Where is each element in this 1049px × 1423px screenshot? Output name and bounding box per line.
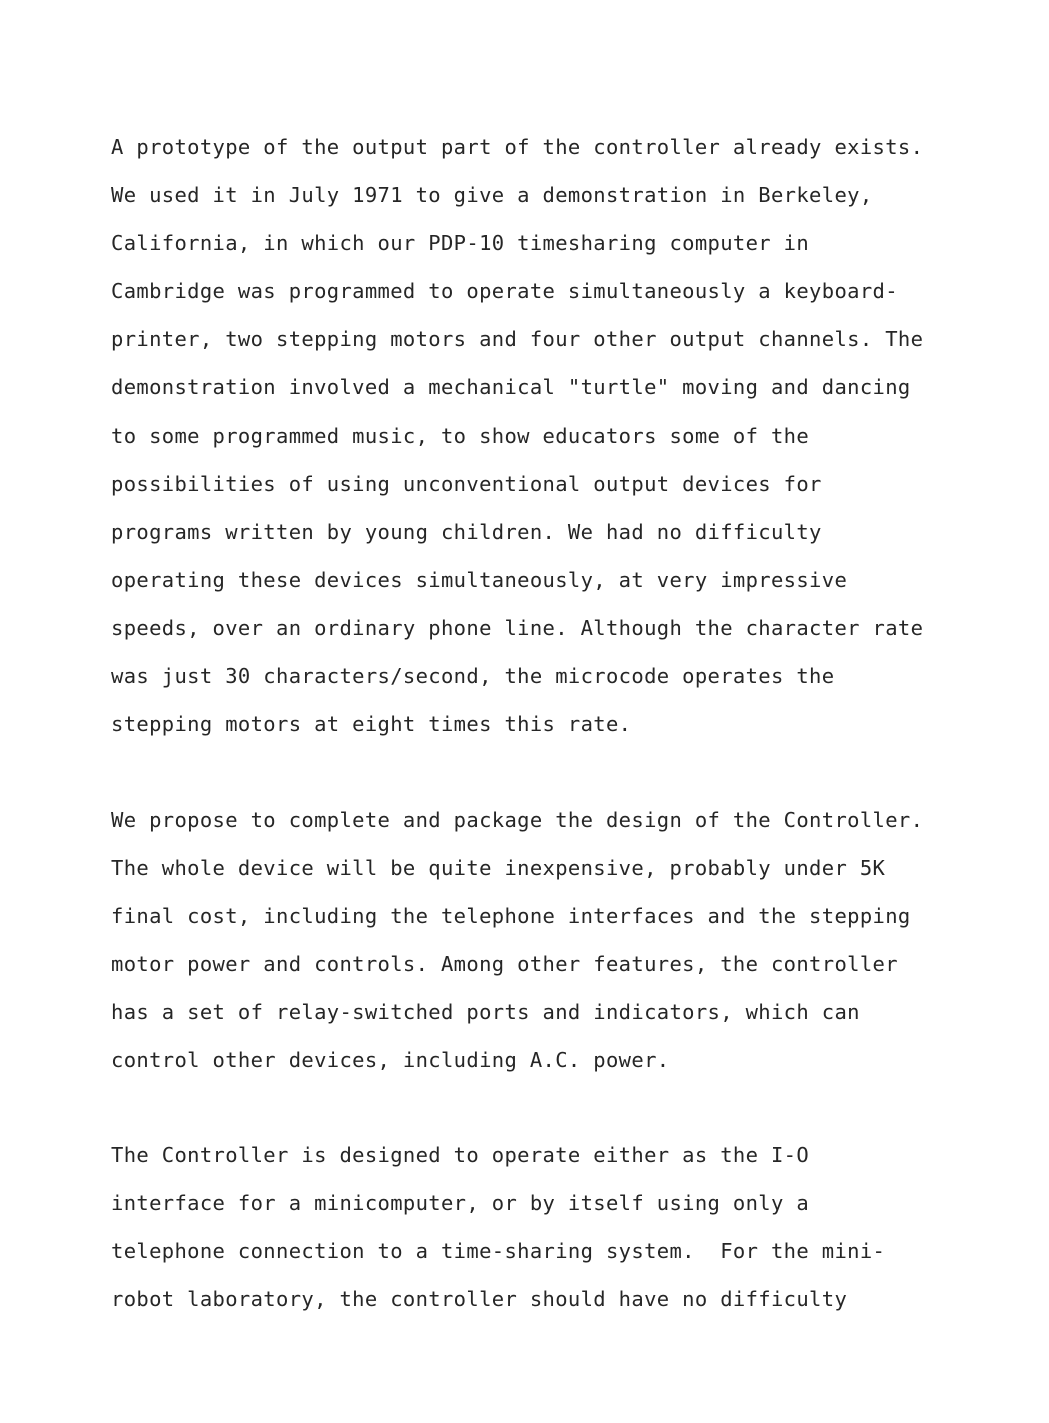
text-line: control other devices, including A.C. power. — [111, 1048, 670, 1073]
text-line: motor power and controls. Among other features, the controller — [111, 952, 898, 977]
text-line: speeds, over an ordinary phone line. Although the character rate — [111, 615, 924, 640]
text-line: telephone connection to a time-sharing system. For the mini- — [111, 1239, 886, 1264]
text-line: possibilities of using unconventional output devices for — [111, 471, 822, 496]
text-line: A prototype of the output part of the controller already exists. — [111, 135, 924, 159]
text-line: Cambridge was programmed to operate simultaneously a keyboard- — [111, 279, 898, 304]
text-line: robot laboratory, the controller should have no difficulty — [111, 1287, 848, 1312]
text-line: programs written by young children. We had no difficulty — [111, 519, 822, 544]
text-line: stepping motors at eight times this rate. — [111, 712, 632, 737]
text-line: demonstration involved a mechanical "turtle" moving and dancing — [111, 375, 911, 400]
paragraph-prototype — [111, 123, 1046, 748]
text-line: was just 30 characters/second, the microcode operates the — [111, 664, 835, 689]
text-line: We propose to complete and package the design of the Controller. — [111, 808, 924, 832]
paragraph-proposal — [111, 796, 1046, 1085]
paragraph-controller-design — [111, 1131, 1046, 1323]
text-line: interface for a minicomputer, or by itself using only a — [111, 1191, 810, 1216]
text-line: final cost, including the telephone interfaces and the stepping — [111, 904, 911, 929]
text-line: has a set of relay-switched ports and indicators, which can — [111, 1000, 860, 1025]
text-line: The Controller is designed to operate either as the I-O — [111, 1143, 810, 1167]
text-line: to some programmed music, to show educators some of the — [111, 423, 810, 448]
text-line: printer, two stepping motors and four other output channels. The — [111, 327, 924, 352]
text-line: California, in which our PDP-10 timesharing computer in — [111, 231, 810, 256]
text-line: We used it in July 1971 to give a demonstration in Berkeley, — [111, 183, 873, 208]
text-line: operating these devices simultaneously, at very impressive — [111, 567, 848, 592]
text-line: The whole device will be quite inexpensive, probably under 5K — [111, 856, 886, 881]
